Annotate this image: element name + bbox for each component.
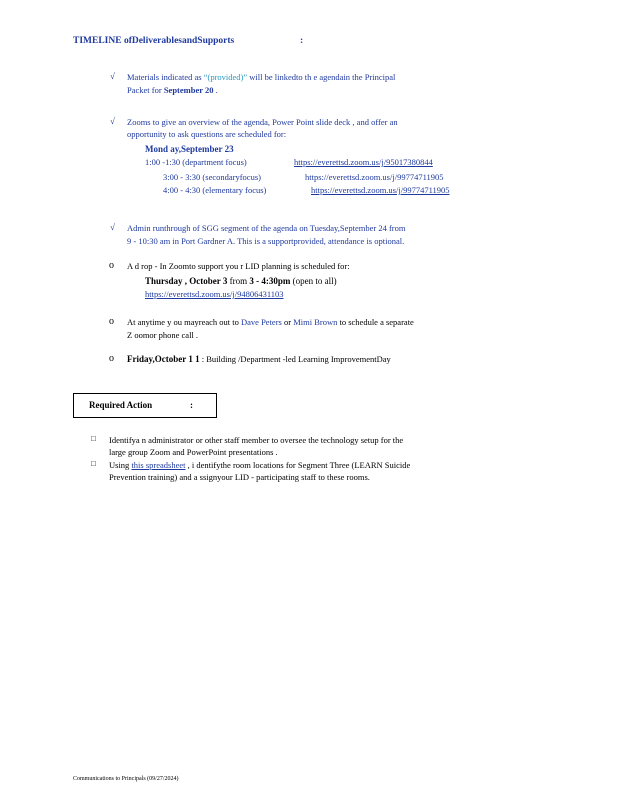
req2-line-2: Prevention training) and a ssignyour LID - participating staff to these rooms. xyxy=(109,472,370,482)
bullet-circle-icon: o xyxy=(109,316,114,327)
spreadsheet-link[interactable]: this spreadsheet xyxy=(131,460,186,470)
admin-line-2: 9 - 10:30 am in Port Gardner A. This is a supportprovided, attendance is optional. xyxy=(127,236,405,246)
packet-text: Packet for xyxy=(127,85,162,95)
dropin-line-2 xyxy=(145,276,337,286)
packet-period: . xyxy=(215,85,218,95)
provided-label: “(provided)” xyxy=(203,72,248,82)
dropin-line-1: A d rop - In Zoomto support you r LID planning is scheduled for: xyxy=(127,261,350,271)
zooms-line-2: opportunity to ask questions are scheduled for: xyxy=(127,129,287,139)
checkmark-icon: √ xyxy=(110,71,115,81)
req1-line-2: large group Zoom and PowerPoint presentations . xyxy=(109,447,278,457)
required-action-colon: : xyxy=(190,400,193,410)
zooms-text-1: Zooms to give an overview of the agenda, Power Point slide deck , and offer an xyxy=(127,117,398,127)
timeline-heading xyxy=(73,36,234,46)
materials-line-2 xyxy=(127,85,218,95)
friday-text: : Building /Department -led Learning ImprovementDay xyxy=(201,354,391,364)
checkmark-icon: √ xyxy=(110,222,115,232)
dropin-from: from xyxy=(229,276,248,286)
timeline-heading-text: TIMELINE ofDeliverablesandSupports xyxy=(73,36,235,46)
reach-text-a: At anytime y ou mayreach out to xyxy=(127,317,239,327)
zooms-date: Mond ay,September 23 xyxy=(145,144,234,154)
session-3-time: 4:00 - 4:30 (elementary focus) xyxy=(163,185,267,195)
session-2-time: 3:00 - 3:30 (secondaryfocus) xyxy=(163,172,261,182)
zooms-line-1 xyxy=(127,117,502,127)
friday-line xyxy=(127,354,391,364)
req2-line-1 xyxy=(109,460,410,470)
reach-or: or xyxy=(283,317,292,327)
req2-text: , i dentifythe room locations for Segment Three (LEARN Suicide xyxy=(187,460,411,470)
reach-text-b: to schedule a separate xyxy=(339,317,414,327)
materials-text-a: Materials indicated as xyxy=(127,72,202,82)
friday-date: Friday,October 1 1 xyxy=(127,354,200,364)
materials-line-1 xyxy=(127,72,395,82)
reach-line-1 xyxy=(127,317,414,327)
session-1-link[interactable]: https://everettsd.zoom.us/j/95017380844 xyxy=(294,157,433,167)
session-2-link[interactable]: https://everettsd.zoom.us/j/99774711905 xyxy=(305,172,444,182)
bullet-circle-icon: o xyxy=(109,260,114,271)
packet-date: September 20 xyxy=(163,85,214,95)
dropin-time: 3 - 4:30pm xyxy=(249,276,291,286)
dropin-link[interactable]: https://everettsd.zoom.us/j/94806431103 xyxy=(145,289,284,299)
timeline-heading-colon: : xyxy=(300,36,304,46)
contact-dave-peters[interactable]: Dave Peters xyxy=(241,317,282,327)
required-action-label: Required Action xyxy=(89,400,153,410)
dropin-open: (open to all) xyxy=(292,276,337,286)
session-1-time: 1:00 -1:30 (department focus) xyxy=(145,157,247,167)
reach-line-2: Z oomor phone call . xyxy=(127,330,199,340)
session-3-link[interactable]: https://everettsd.zoom.us/j/99774711905 xyxy=(311,185,450,195)
bullet-circle-icon: o xyxy=(109,353,114,364)
contact-mimi-brown[interactable]: Mimi Brown xyxy=(293,317,338,327)
page-footer: Communications to Principals (09/27/2024) xyxy=(73,776,179,782)
admin-line-1: Admin runthrough of SGG segment of the agenda on Tuesday,September 24 from xyxy=(127,223,406,233)
materials-text-c: will be linkedto th e agendain the Principal xyxy=(249,72,396,82)
bullet-square-icon: □ xyxy=(91,459,96,468)
bullet-square-icon: □ xyxy=(91,434,96,443)
req2-using: Using xyxy=(109,460,130,470)
dropin-date: Thursday , October 3 xyxy=(145,276,228,286)
req1-line-1: Identifya n administrator or other staff member to oversee the technology setup for the xyxy=(109,435,404,445)
checkmark-icon: √ xyxy=(110,116,115,126)
